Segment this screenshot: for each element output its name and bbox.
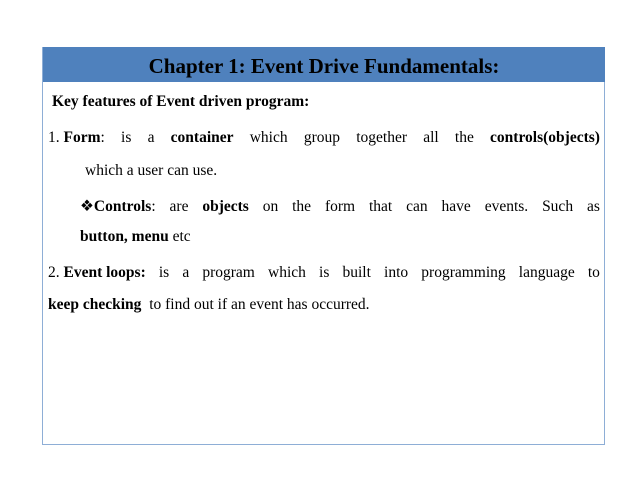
item-number: 2. [48,264,60,281]
event-loops-rest: to find out if an event has occurred. [141,296,370,313]
word: built [342,264,371,281]
keep-checking: keep checking [48,296,142,313]
event-loops-line-1 [48,264,600,282]
controls-bullet-term [80,197,156,216]
word: are [169,198,189,215]
controls-etc: etc [168,228,191,245]
word: : [100,129,105,146]
word-bold: controls(objects) [490,129,600,146]
event-loops-term: Event loops: [63,264,146,281]
word: have [441,198,471,215]
word-bold: objects [202,198,249,215]
word: group [303,129,340,146]
event-loops-line-2 [48,296,370,314]
word: a [147,129,155,146]
word: language [518,264,575,281]
controls-examples: button, menu [80,228,169,245]
form-number-term [48,129,105,147]
word: program [202,264,255,281]
form-line-1 [48,129,600,147]
word: form [324,198,356,215]
word-bold: container [170,129,234,146]
controls-line-2 [80,228,191,246]
event-loops-number-term [48,264,146,282]
slide-title: Chapter 1: Event Drive Fundamentals: [43,47,605,82]
word: to [587,264,600,281]
controls-term: Controls [93,198,152,215]
diamond-bullet-icon: ❖ [80,198,94,215]
word: all [423,129,439,146]
word: on [262,198,279,215]
word: programming [421,264,506,281]
word: that [368,198,393,215]
word: which [249,129,288,146]
word: into [384,264,409,281]
word: which [268,264,306,281]
form-term: Form [63,129,101,146]
word: : [151,198,156,215]
item-number: 1. [48,129,60,146]
word: together [356,129,407,146]
controls-line-1 [80,197,600,216]
word: as [586,198,600,215]
word: the [454,129,474,146]
word: the [292,198,312,215]
subtitle: Key features of Event driven program: [52,93,310,110]
word: Such [542,198,574,215]
form-line-2: which a user can use. [85,162,218,179]
word: can [406,198,428,215]
word: a [182,264,190,281]
word: is [319,264,330,281]
word: is [158,264,170,281]
word: events. [484,198,529,215]
word: is [121,129,132,146]
